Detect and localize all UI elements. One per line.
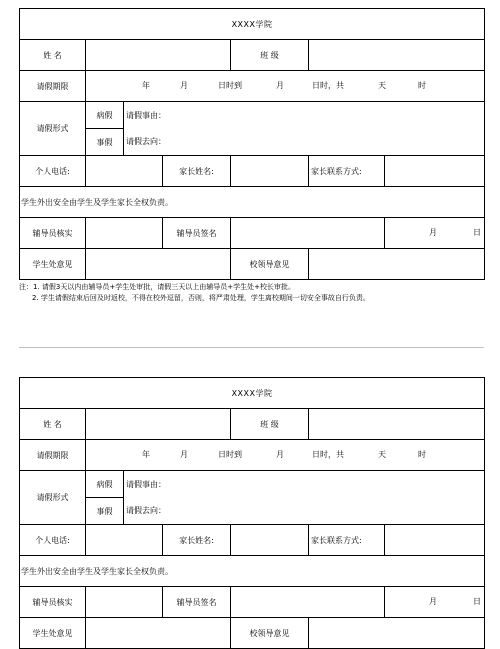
safety-statement: 学生外出安全由学生及学生家长全权负责。 — [20, 187, 485, 218]
sign-day: 日 — [473, 228, 481, 237]
parent-contact-field[interactable] — [385, 156, 485, 187]
period-label: 请假期限 — [20, 440, 86, 471]
phone-label: 个人电话: — [20, 156, 86, 187]
destination-label: 请假去向： — [124, 498, 485, 525]
leave-type-label: 请假形式 — [20, 102, 86, 156]
period-total: 日时，共 — [312, 81, 344, 90]
name-label: 姓 名 — [20, 409, 86, 440]
leave-form-table — [19, 377, 485, 649]
sign-day: 日 — [473, 597, 481, 606]
class-label: 班 级 — [231, 409, 309, 440]
counselor-sign-label: 辅导员签名 — [163, 218, 231, 249]
phone-field[interactable] — [86, 525, 163, 556]
sick-leave-option[interactable]: 病假 — [86, 102, 124, 129]
leader-opinion-label: 校领导意见 — [231, 618, 309, 649]
safety-statement: 学生外出安全由学生及学生家长全权负责。 — [20, 556, 485, 587]
form-notes — [19, 282, 484, 304]
counselor-verify-label: 辅导员核实 — [20, 218, 86, 249]
personal-leave-option[interactable]: 事假 — [86, 129, 124, 156]
counselor-verify-label: 辅导员核实 — [20, 587, 86, 618]
leader-opinion-field[interactable] — [309, 249, 485, 280]
period-hours: 时 — [418, 81, 426, 90]
sign-date — [385, 218, 485, 249]
personal-leave-option[interactable]: 事假 — [86, 498, 124, 525]
dept-opinion-label: 学生处意见 — [20, 249, 86, 280]
period-field[interactable] — [86, 71, 485, 102]
note-line-2: 2. 学生请假结束后回及时返校，不得在校外逗留，否则，将严肃处理，学生离校期间一切安全事故自行负责。 — [32, 294, 370, 302]
form-title: XXXX学院 — [20, 9, 485, 40]
period-month: 月 — [180, 81, 188, 90]
note-line-1: 注：1. 请假3天以内由辅导员+学生处审批，请假三天以上由辅导员+学生处+校长审批。 — [19, 283, 295, 291]
class-field[interactable] — [309, 40, 485, 71]
reason-label: 请假事由： — [124, 471, 485, 498]
leader-opinion-label: 校领导意见 — [231, 249, 309, 280]
period-total: 日时，共 — [312, 450, 344, 459]
leave-type-label: 请假形式 — [20, 471, 86, 525]
parent-name-field[interactable] — [231, 156, 309, 187]
period-days: 天 — [378, 81, 386, 90]
period-day-to: 日时到 — [218, 81, 242, 90]
parent-contact-label: 家长联系方式: — [309, 156, 385, 187]
period-field[interactable] — [86, 440, 485, 471]
parent-name-field[interactable] — [231, 525, 309, 556]
class-field[interactable] — [309, 409, 485, 440]
page-divider — [19, 347, 484, 348]
dept-opinion-field[interactable] — [86, 249, 231, 280]
period-days: 天 — [378, 450, 386, 459]
dept-opinion-field[interactable] — [86, 618, 231, 649]
parent-contact-field[interactable] — [385, 525, 485, 556]
sick-leave-option[interactable]: 病假 — [86, 471, 124, 498]
period-year: 年 — [142, 81, 150, 90]
leave-form-2 — [19, 377, 484, 649]
name-label: 姓 名 — [20, 40, 86, 71]
leader-opinion-field[interactable] — [309, 618, 485, 649]
sign-month: 月 — [429, 597, 437, 606]
counselor-sign-field[interactable] — [231, 587, 385, 618]
period-end-month: 月 — [276, 450, 284, 459]
form-title: XXXX学院 — [20, 378, 485, 409]
reason-label: 请假事由： — [124, 102, 485, 129]
period-year: 年 — [142, 450, 150, 459]
destination-label: 请假去向： — [124, 129, 485, 156]
leave-form-1 — [19, 8, 484, 304]
parent-name-label: 家长姓名: — [163, 156, 231, 187]
counselor-sign-label: 辅导员签名 — [163, 587, 231, 618]
sign-month: 月 — [429, 228, 437, 237]
period-hours: 时 — [418, 450, 426, 459]
class-label: 班 级 — [231, 40, 309, 71]
counselor-verify-field[interactable] — [86, 218, 163, 249]
name-field[interactable] — [86, 40, 231, 71]
period-label: 请假期限 — [20, 71, 86, 102]
period-end-month: 月 — [276, 81, 284, 90]
phone-label: 个人电话: — [20, 525, 86, 556]
leave-form-table — [19, 8, 485, 280]
sign-date — [385, 587, 485, 618]
period-day-to: 日时到 — [218, 450, 242, 459]
period-month: 月 — [180, 450, 188, 459]
parent-name-label: 家长姓名: — [163, 525, 231, 556]
dept-opinion-label: 学生处意见 — [20, 618, 86, 649]
parent-contact-label: 家长联系方式: — [309, 525, 385, 556]
counselor-verify-field[interactable] — [86, 587, 163, 618]
phone-field[interactable] — [86, 156, 163, 187]
counselor-sign-field[interactable] — [231, 218, 385, 249]
name-field[interactable] — [86, 409, 231, 440]
